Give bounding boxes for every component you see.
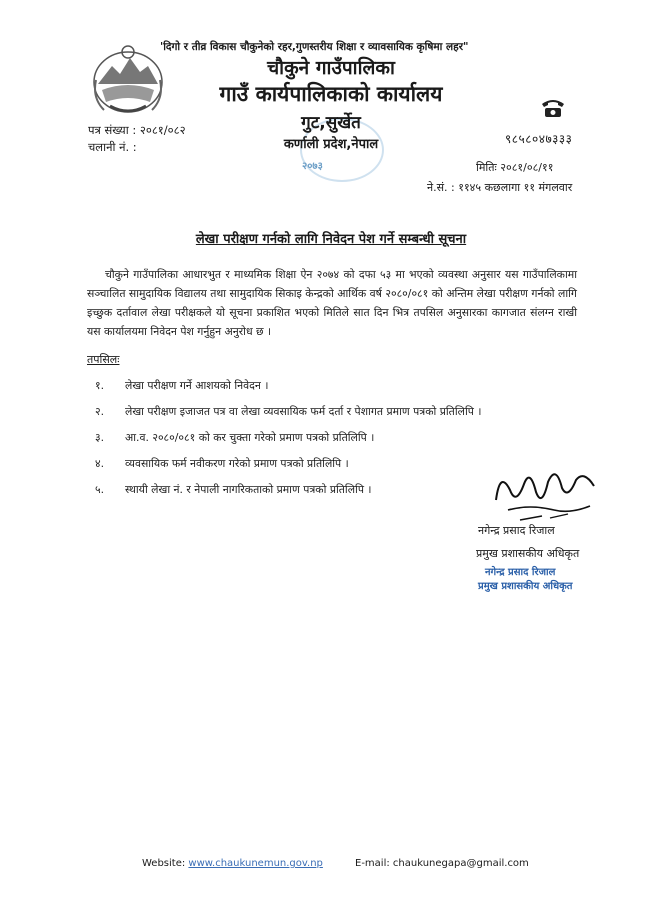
list-item-text: स्थायी लेखा नं. र नेपाली नागरिकताको प्रमाण पत्रको प्रतिलिपि ।	[125, 483, 372, 496]
handwritten-signature	[490, 460, 600, 530]
list-item-text: लेखा परीक्षण गर्ने आशयको निवेदन ।	[125, 379, 269, 392]
website-label: Website:	[142, 858, 186, 869]
list-item-text: आ.व. २०८०/०८१ को कर चुक्ता गरेको प्रमाण पत्रको प्रतिलिपि ।	[125, 431, 375, 444]
list-item-text: लेखा परीक्षण इजाजत पत्र वा लेखा व्यवसायिक फर्म दर्ता र पेशागत प्रमाण पत्रको प्रतिलिपि ।	[125, 405, 482, 418]
office-address: गुट,सुर्खेत	[301, 113, 361, 133]
signatory-name: नगेन्द्र प्रसाद रिजाल	[478, 524, 555, 537]
list-item-number: ३.	[95, 431, 105, 444]
telephone-icon	[540, 98, 566, 118]
list-item	[95, 477, 481, 503]
list-item	[95, 399, 481, 425]
motto-text: 'दिगो र तीव्र विकास चौकुनेको रहर,गुणस्तरीय शिक्षा र व्यावसायिक कृषिमा लहर"	[160, 41, 469, 53]
website-link[interactable]: www.chaukunemun.gov.np	[188, 858, 323, 869]
list-item	[95, 425, 481, 451]
patra-sankhya: पत्र संख्या : २०८१/०८२	[88, 123, 186, 137]
stamp-name: नगेन्द्र प्रसाद रिजाल	[485, 567, 556, 578]
stamp-year: २०७३	[302, 161, 323, 172]
province-name: कर्णाली प्रदेश,नेपाल	[283, 137, 379, 152]
footer-email	[355, 858, 529, 869]
reference-block	[88, 122, 186, 156]
office-name: गाउँ कार्यपालिकाको कार्यालय	[219, 82, 443, 106]
letter-date: मितिः २०८१/०८/११	[476, 161, 554, 174]
list-item-number: १.	[95, 379, 105, 392]
list-item-number: ५.	[95, 483, 105, 496]
phone-number: ९८५८०४७३३३	[505, 132, 573, 146]
document-list	[95, 373, 481, 503]
list-item	[95, 373, 481, 399]
email-address[interactable]: chaukunegapa@gmail.com	[392, 858, 529, 869]
list-item-number: ४.	[95, 457, 105, 470]
stamp-title: प्रमुख प्रशासकीय अधिकृत	[478, 581, 573, 592]
list-item-text: व्यवसायिक फर्म नवीकरण गरेको प्रमाण पत्रको प्रतिलिपि ।	[125, 457, 349, 470]
notice-body: चौकुने गाउँपालिका आधारभुत र माध्यमिक शिक्षा ऐन २०७४ को दफा ५३ मा भएको व्यवस्था अनुसार यस गाउँपालिकामा सञ्चालित सामुदायिक विद्यालय तथा सामुदायिक सिकाइ केन्द्रको आर्थिक वर्ष २०८०/०८१ को अन्तिम लेखा परीक्षण गर्नको लागि इच्छुक दर्तावाल लेखा परीक्षकले यो सूचना प्रकाशित भएको मितिले सात दिन भित्र तपसिल अनुसारका कागजात संलग्न राखी यस कार्यालयमा निवेदन पेश गर्नुहुन अनुरोध छ ।	[87, 268, 577, 338]
signatory-title: प्रमुख प्रशासकीय अधिकृत	[476, 547, 580, 560]
notice-subject	[0, 229, 662, 247]
org-name: चौकुने गाउँपालिका	[267, 57, 395, 79]
email-label: E-mail:	[355, 858, 390, 869]
chalani-number: चलानी नं. :	[88, 140, 137, 154]
notice-subject-text: लेखा परीक्षण गर्नको लागि निवेदन पेश गर्ने सम्बन्धी सूचना	[195, 232, 467, 247]
footer-website	[142, 858, 323, 869]
nepal-sambat-date: ने.सं. : ११४५ कछलागा ११ मंगलवार	[427, 181, 573, 194]
list-item-number: २.	[95, 405, 105, 418]
tapasil-label: तपसिलः	[87, 353, 120, 366]
list-item	[95, 451, 481, 477]
